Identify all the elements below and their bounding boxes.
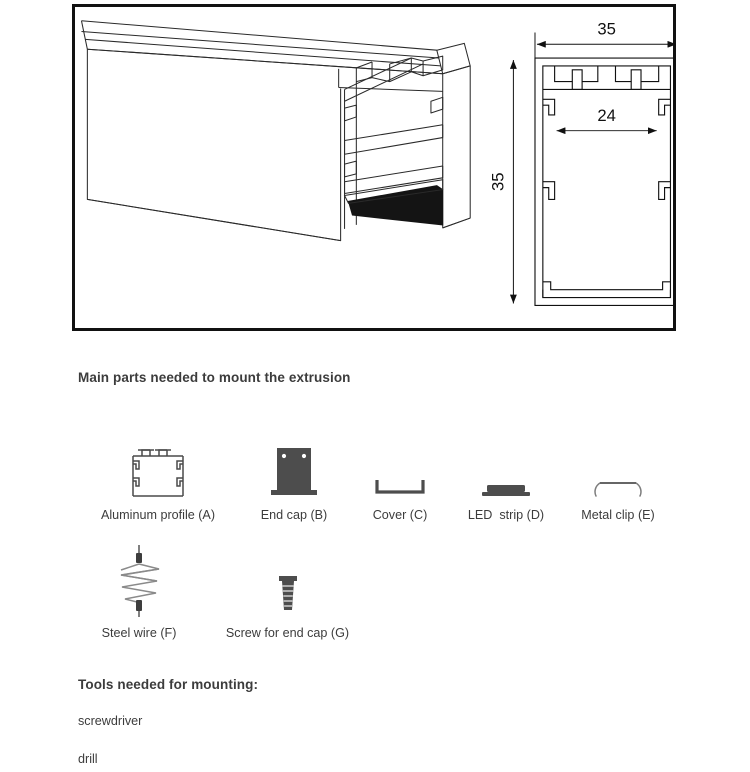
tool-list-item-screwdriver: screwdriver bbox=[78, 714, 143, 728]
part-art-container bbox=[271, 538, 305, 618]
part-item-metal-clip[interactable] bbox=[562, 428, 674, 523]
part-item-led-strip[interactable] bbox=[450, 428, 562, 523]
cover-channel-icon bbox=[371, 476, 429, 500]
part-art-container bbox=[371, 428, 429, 500]
part-item-end-cap[interactable] bbox=[238, 428, 350, 523]
part-art-container bbox=[591, 428, 645, 500]
part-item-screw[interactable] bbox=[200, 538, 375, 641]
drawing-canvas bbox=[75, 7, 673, 328]
part-label: Metal clip (E) bbox=[581, 508, 655, 522]
part-item-cover[interactable] bbox=[350, 428, 450, 523]
tools-section-heading: Tools needed for mounting: bbox=[78, 677, 259, 692]
dimension-label-outer-width: 35 bbox=[597, 19, 616, 39]
part-label: LED strip (D) bbox=[467, 508, 545, 522]
part-art-container bbox=[111, 538, 167, 618]
steel-wire-spring-icon bbox=[111, 544, 167, 618]
part-label: End cap (B) bbox=[260, 508, 328, 522]
parts-row-secondary bbox=[78, 538, 408, 641]
part-art-container bbox=[129, 428, 187, 500]
parts-section-heading: Main parts needed to mount the extrusion bbox=[78, 370, 351, 385]
extrusion-profile-icon bbox=[129, 448, 187, 500]
dimension-label-inner-width: 24 bbox=[597, 105, 616, 125]
extrusion-drawing-svg bbox=[75, 7, 673, 328]
part-label: Cover (C) bbox=[372, 508, 428, 522]
part-label: Steel wire (F) bbox=[101, 626, 177, 640]
technical-drawing-frame bbox=[72, 4, 676, 331]
end-cap-icon bbox=[263, 444, 325, 500]
parts-row-primary bbox=[78, 428, 678, 523]
part-art-container bbox=[477, 428, 535, 500]
metal-clip-icon bbox=[591, 474, 645, 500]
dimension-label-outer-height: 35 bbox=[488, 172, 508, 192]
part-item-steel-wire[interactable] bbox=[78, 538, 200, 641]
part-label: Aluminum profile (A) bbox=[100, 508, 216, 522]
part-art-container bbox=[263, 428, 325, 500]
cross-section-illustration bbox=[489, 19, 673, 305]
screw-icon bbox=[271, 568, 305, 618]
led-strip-icon bbox=[477, 480, 535, 500]
part-label: Screw for end cap (G) bbox=[225, 626, 350, 640]
part-item-aluminum-profile[interactable] bbox=[78, 428, 238, 523]
tool-list-item-drill: drill bbox=[78, 752, 98, 766]
